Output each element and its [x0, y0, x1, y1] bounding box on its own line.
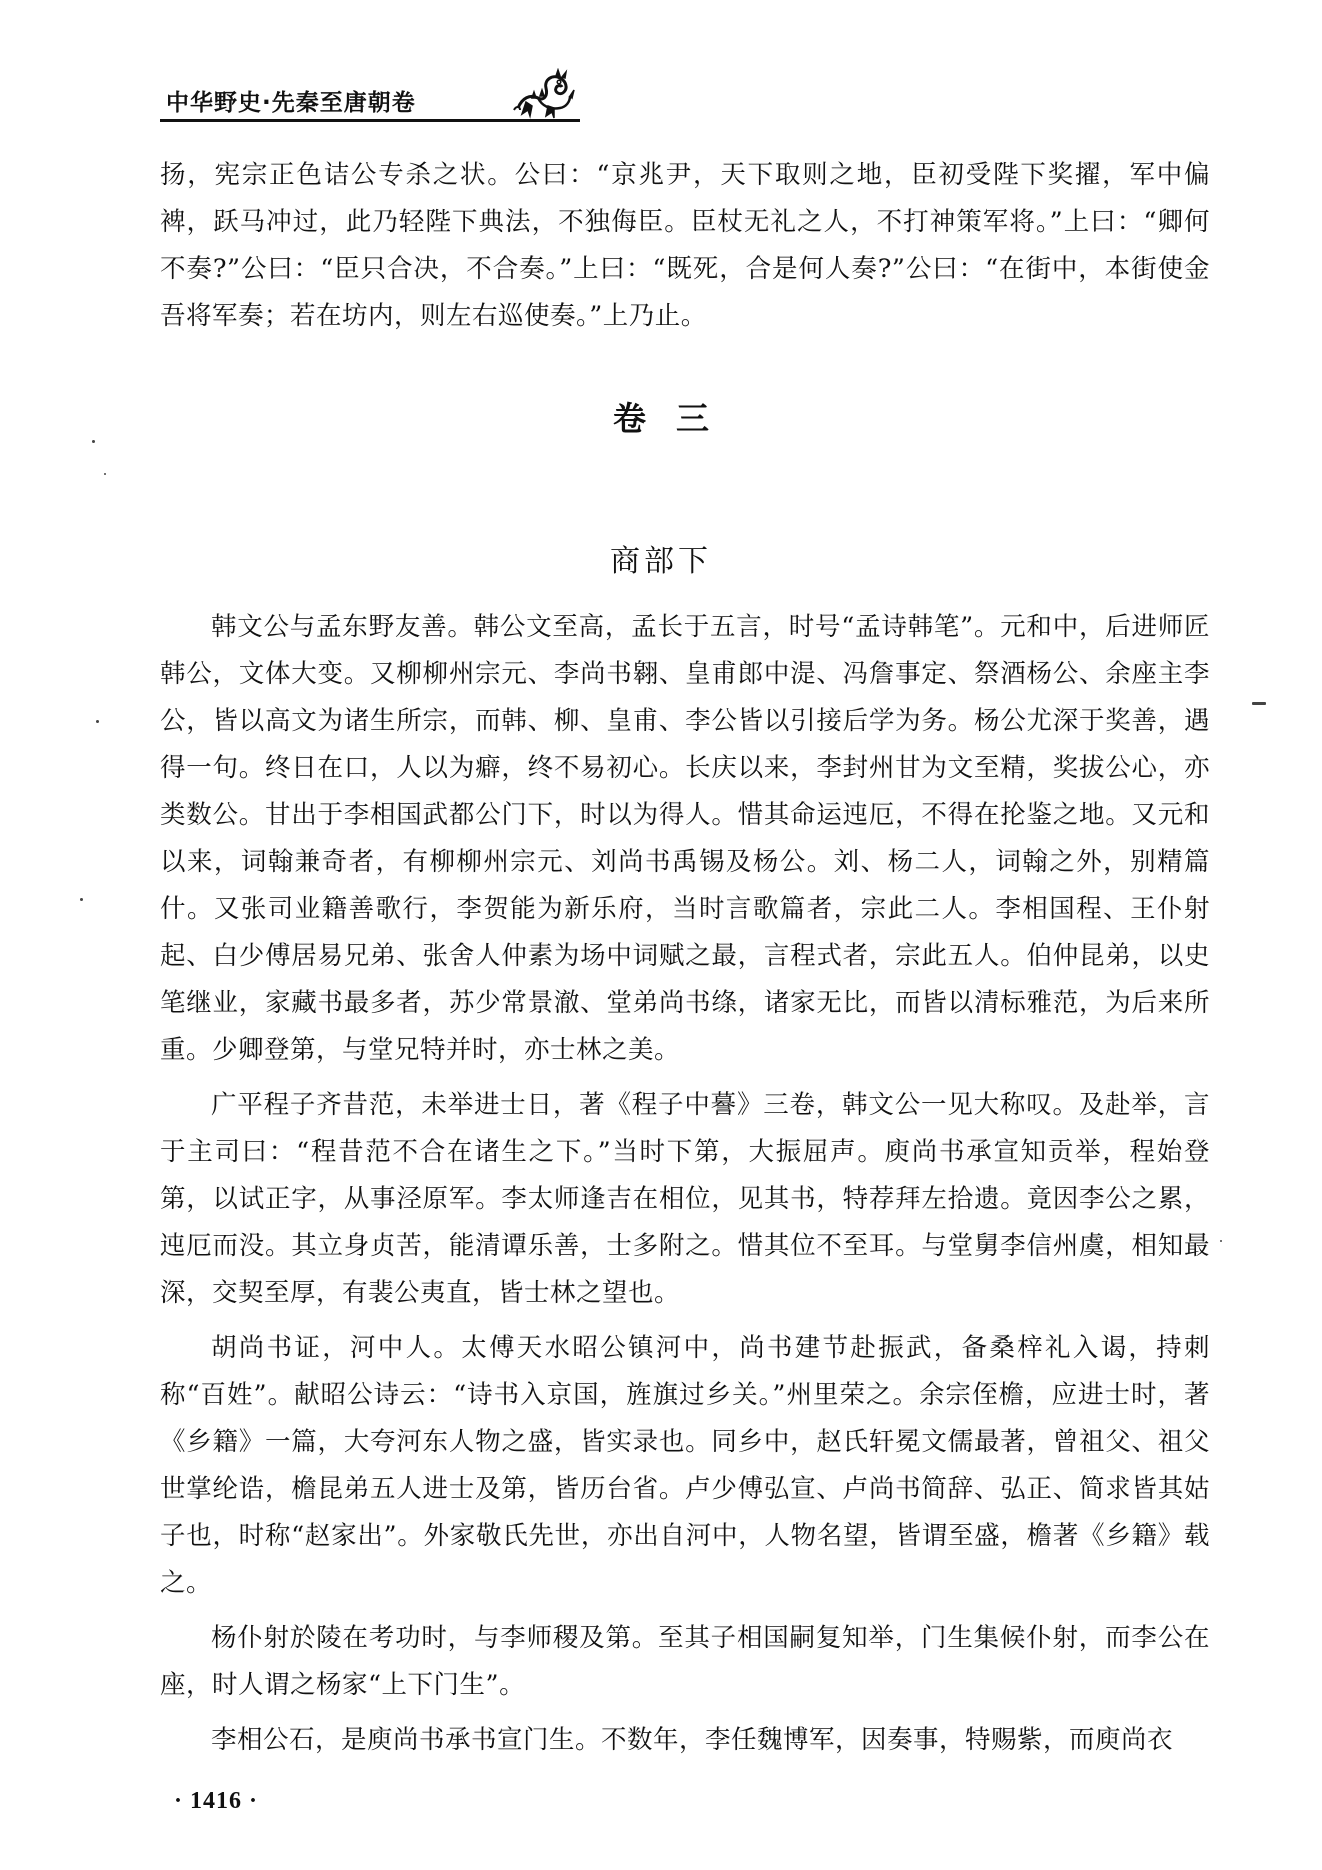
continued-text: [160, 152, 1210, 340]
header-rule: [160, 119, 580, 122]
scan-speck: [96, 720, 99, 723]
scan-speck: [1220, 1240, 1222, 1242]
scan-speck: [80, 898, 83, 901]
paragraph: 韩文公与孟东野友善。韩公文至高，孟长于五言，时号“孟诗韩笔”。元和中，后进师匠韩公，文体大变。又柳柳州宗元、李尚书翱、皇甫郎中湜、冯詹事定、祭酒杨公、余座主李公，皆以高文为诸生所宗，而韩、柳、皇甫、李公皆以引接后学为务。杨公尤深于奖善，遇得一句。终日在口，人以为癖，终不易初心。长庆以来，李封州甘为文至精，奖拔公心，亦类数公。甘出于李相国武都公门下，时以为得人。惜其命运迍厄，不得在抡鉴之地。又元和以来，词翰兼奇者，有柳柳州宗元、刘尚书禹锡及杨公。刘、杨二人，词翰之外，别精篇什。又张司业籍善歌行，李贺能为新乐府，当时言歌篇者，宗此二人。李相国程、王仆射起、白少傅居易兄弟、张舍人仲素为场中词赋之最，言程式者，宗此五人。伯仲昆弟，以史笔继业，家藏书最多者，苏少常景澈、堂弟尚书绦，诸家无比，而皆以清标雅范，为后来所重。少卿登第，与堂兄特并时，亦士林之美。: [160, 612, 1210, 1065]
scan-speck: [92, 440, 95, 443]
section-heading: 商部下: [610, 544, 712, 579]
paragraph: 胡尚书证，河中人。太傅天水昭公镇河中，尚书建节赴振武，备桑梓礼入谒，持刺称“百姓”。献昭公诗云：“诗书入京国，旌旗过乡关。”州里荣之。余宗侄檐，应进士时，著《乡籍》一篇，大夸河东人物之盛，皆实录也。同乡中，赵氏轩冕文儒最著，曾祖父、祖父世掌纶诰，檐昆弟五人进士及第，皆历台省。卢少傅弘宣、卢尚书简辞、弘正、简求皆其姑子也，时称“赵家出”。外家敬氏先世，亦出自河中，人物名望，皆谓至盛，檐著《乡籍》载之。: [160, 1333, 1210, 1598]
dragon-icon: [512, 68, 576, 120]
paragraph: 李相公石，是庾尚书承书宣门生。不数年，李任魏博军，因奏事，特赐紫，而庾尚衣: [211, 1725, 1174, 1755]
main-text: [160, 604, 1210, 1772]
continued-paragraph: 扬，宪宗正色诘公专杀之状。公曰：“京兆尹，天下取则之地，臣初受陛下奖擢，军中偏裨，跃马冲过，此乃轻陛下典法，不独侮臣。臣杖无礼之人，不打神策军将。”上曰：“卿何不奏?”公曰：“臣只合决，不合奏。”上曰：“既死，合是何人奏?”公曰：“在街中，本街使金吾将军奏；若在坊内，则左右巡使奏。”上乃止。: [160, 160, 1210, 331]
running-header: [160, 72, 580, 132]
running-header-title: 中华野史·先秦至唐朝卷: [166, 90, 416, 116]
scan-speck: [104, 473, 106, 475]
volume-heading: 卷三: [613, 399, 739, 438]
page-number: · 1416 ·: [174, 1788, 259, 1814]
paragraph: 杨仆射於陵在考功时，与李师稷及第。至其子相国嗣复知举，门生集候仆射，而李公在座，时人谓之杨家“上下门生”。: [160, 1623, 1210, 1700]
scan-speck: [1252, 702, 1266, 705]
paragraph: 广平程子齐昔范，未举进士日，著《程子中謩》三卷，韩文公一见大称叹。及赴举，言于主司曰：“程昔范不合在诸生之下。”当时下第，大振屈声。庾尚书承宣知贡举，程始登第，以试正字，从事泾原军。李太师逢吉在相位，见其书，特荐拜左拾遗。竟因李公之累，迍厄而没。其立身贞苦，能清谭乐善，士多附之。惜其位不至耳。与堂舅李信州虞，相知最深，交契至厚，有裴公夷直，皆士林之望也。: [160, 1090, 1210, 1308]
